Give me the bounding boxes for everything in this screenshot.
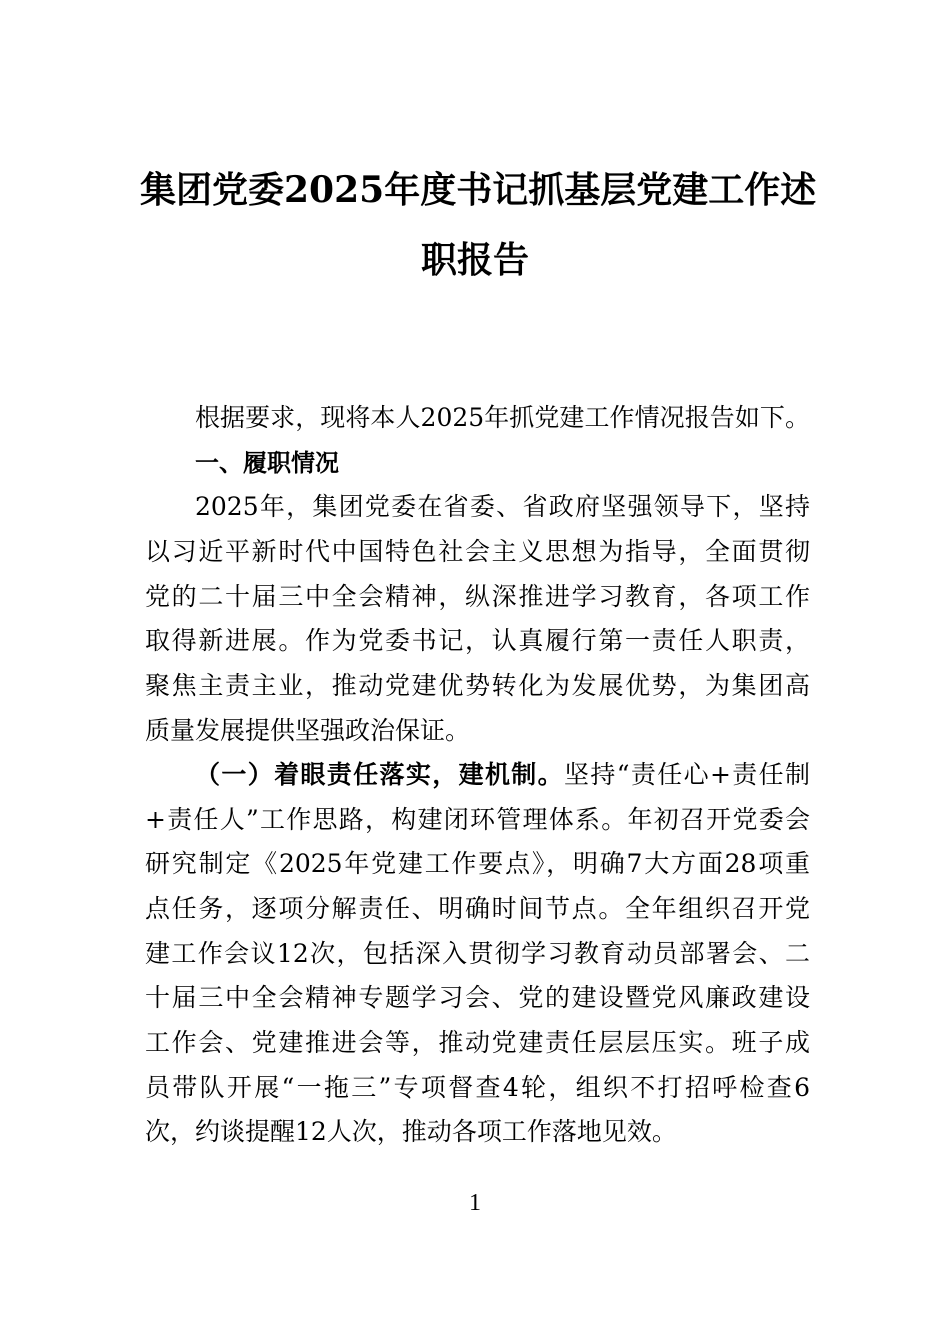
document-title-line-2: 职报告	[420, 239, 529, 281]
paragraph-line: 员带队开展“一拖三”专项督查4轮，组织不打招呼检查6	[145, 1073, 810, 1102]
page-number: 1	[469, 1190, 481, 1216]
subsection-text: 坚持“责任心+责任制	[564, 760, 810, 789]
subsection-first-line	[195, 760, 810, 790]
paragraph-line: 质量发展提供坚强政治保证。	[145, 716, 471, 745]
paragraph-line: 聚焦主责主业，推动党建优势转化为发展优势，为集团高	[145, 671, 810, 700]
paragraph-line: 以习近平新时代中国特色社会主义思想为指导，全面贯彻	[145, 537, 810, 566]
paragraph-line: 研究制定《2025年党建工作要点》，明确7大方面28项重	[145, 849, 810, 878]
paragraph-line: 十届三中全会精神专题学习会、党的建设暨党风廉政建设	[145, 983, 810, 1012]
section-heading: 一、履职情况	[195, 449, 339, 477]
paragraph-line: 次，约谈提醒12人次，推动各项工作落地见效。	[145, 1117, 677, 1146]
paragraph-line: 工作会、党建推进会等，推动党建责任层层压实。班子成	[145, 1028, 810, 1057]
intro-paragraph: 根据要求，现将本人2025年抓党建工作情况报告如下。	[195, 403, 810, 432]
subsection-heading: （一）着眼责任落实，建机制。	[195, 760, 565, 789]
paragraph-line: 取得新进展。作为党委书记，认真履行第一责任人职责，	[145, 626, 810, 655]
paragraph-line: +责任人”工作思路，构建闭环管理体系。年初召开党委会	[145, 805, 810, 834]
document-title-line-1: 集团党委2025年度书记抓基层党建工作述	[140, 169, 817, 211]
paragraph-line: 点任务，逐项分解责任、明确时间节点。全年组织召开党	[145, 894, 810, 923]
paragraph-line: 建工作会议12次，包括深入贯彻学习教育动员部署会、二	[145, 939, 810, 968]
paragraph-line: 2025年，集团党委在省委、省政府坚强领导下，坚持	[195, 492, 810, 521]
paragraph-line: 党的二十届三中全会精神，纵深推进学习教育，各项工作	[145, 582, 810, 611]
